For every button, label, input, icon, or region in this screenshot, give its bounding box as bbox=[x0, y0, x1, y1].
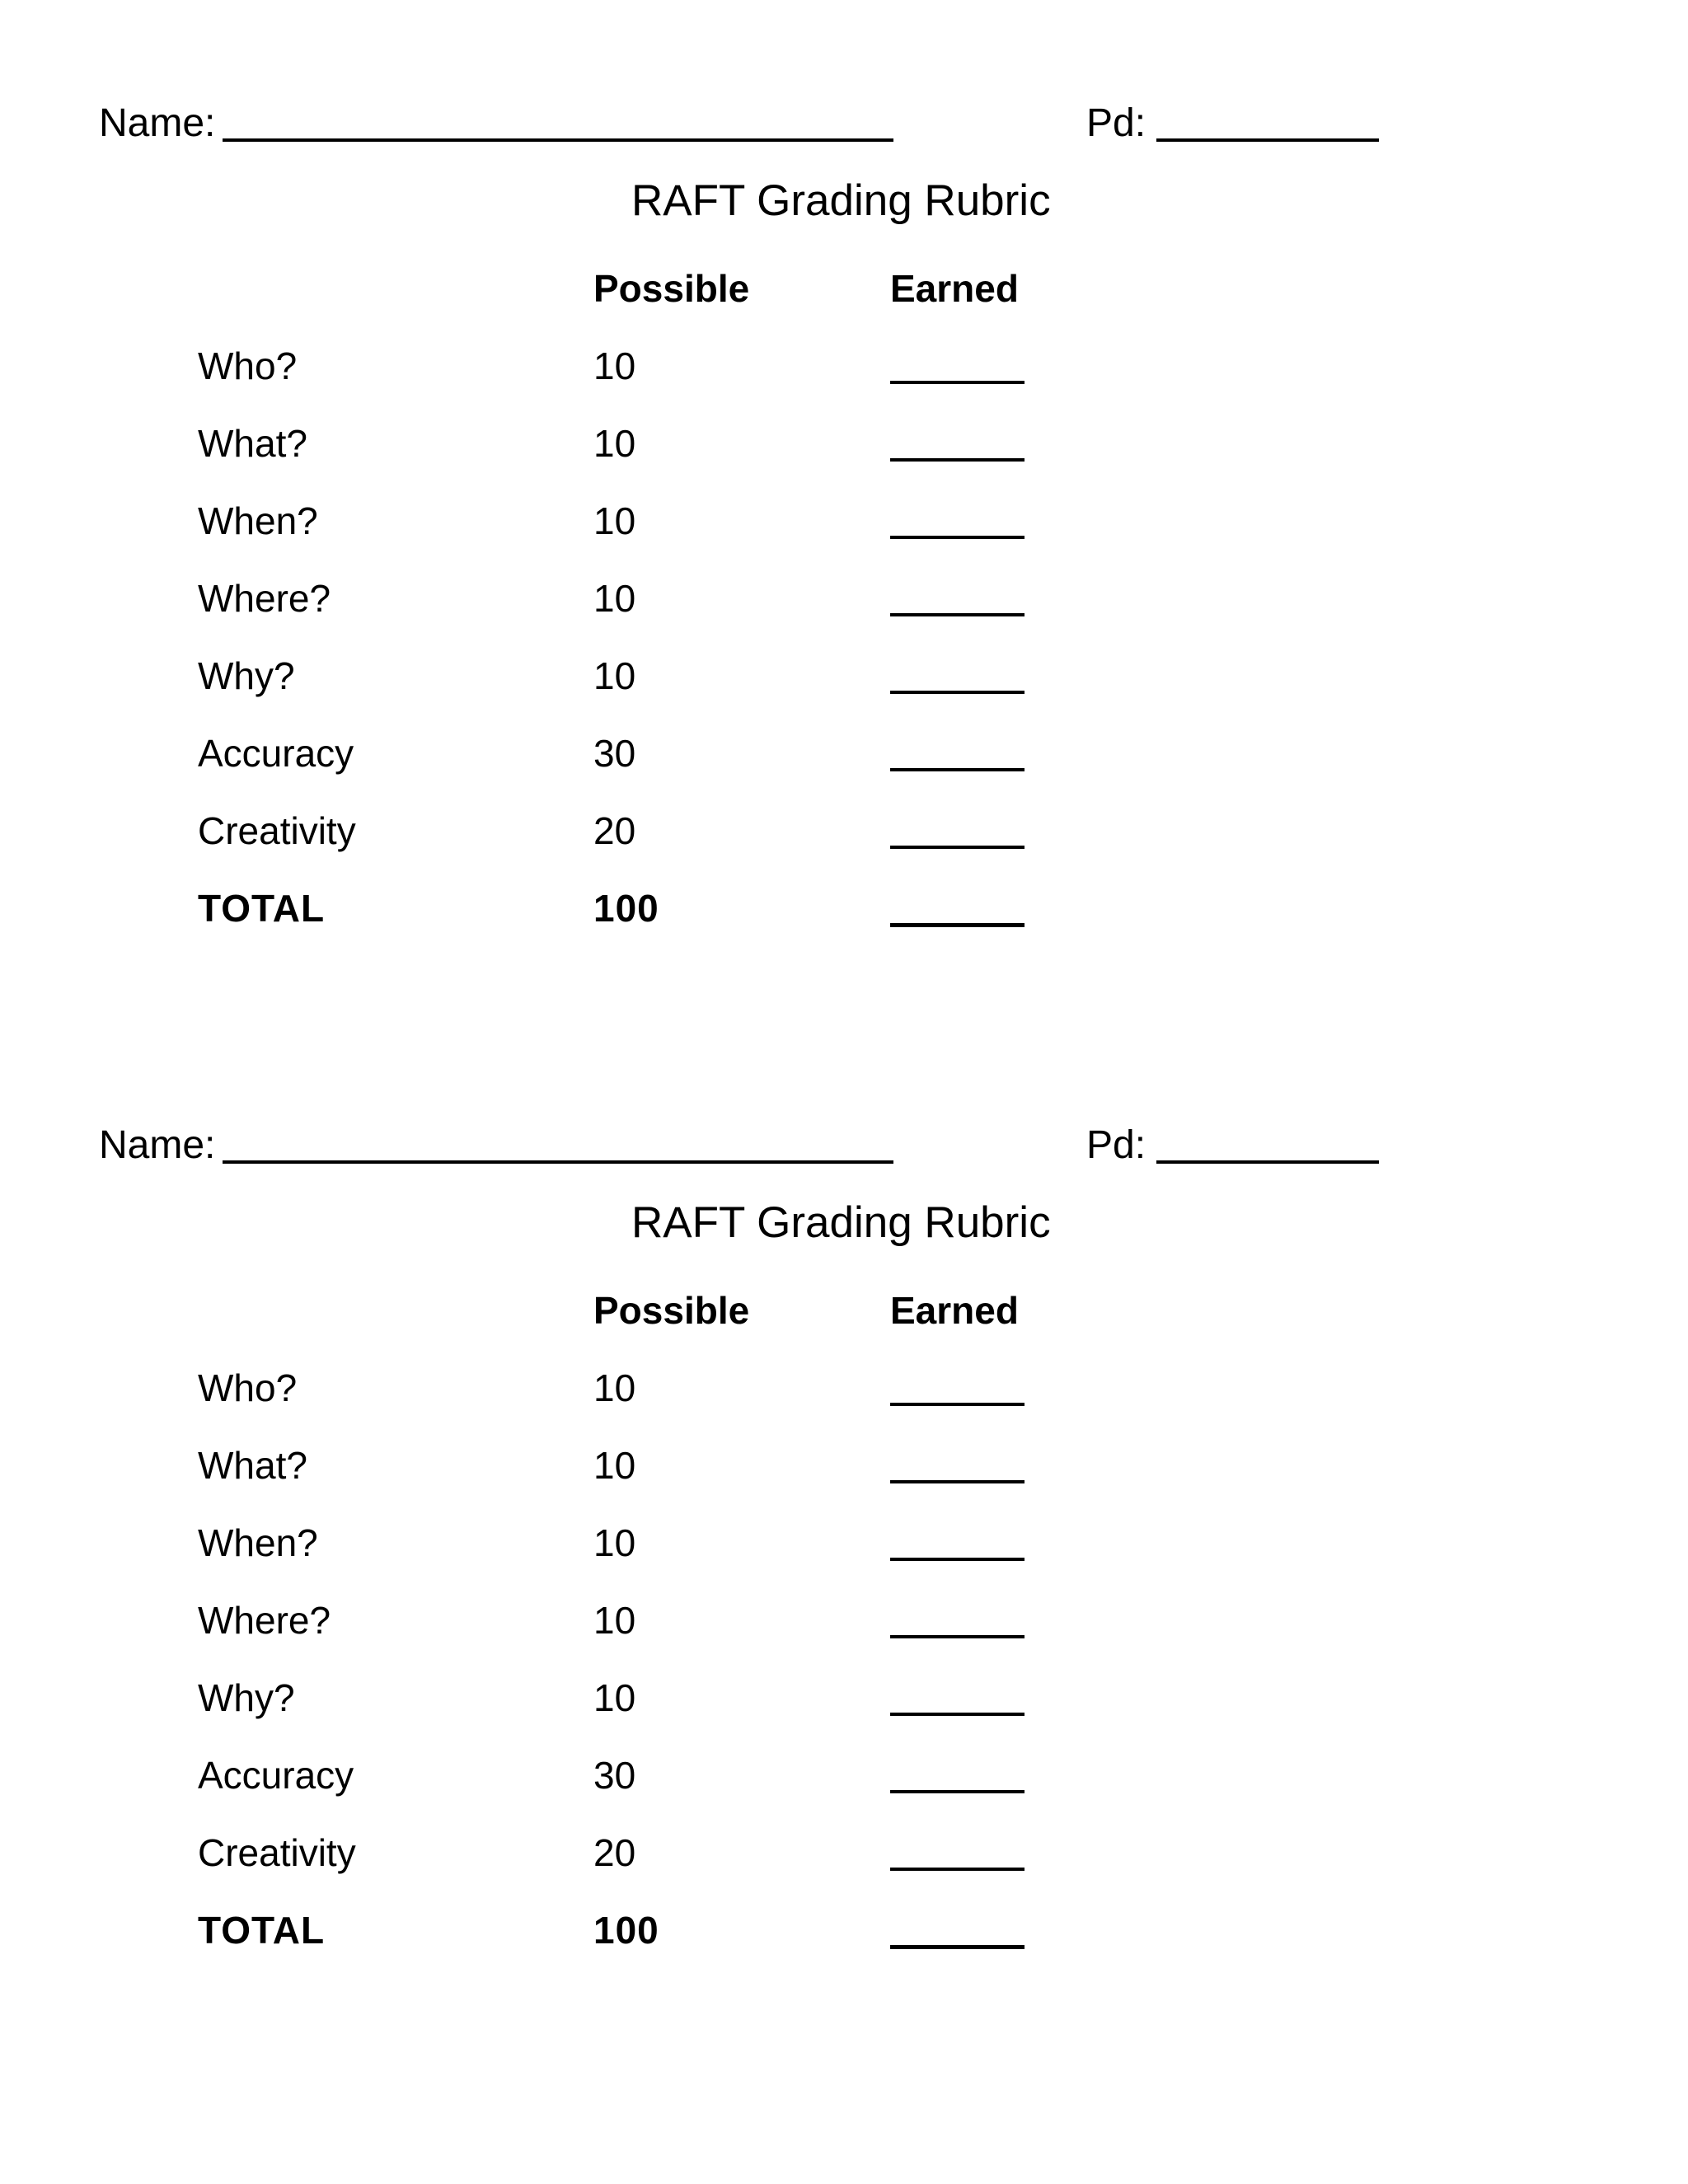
criterion-label: What? bbox=[198, 422, 307, 465]
rubric-row bbox=[0, 1826, 1688, 1879]
earned-points-blank[interactable] bbox=[890, 1403, 1025, 1406]
total-label: TOTAL bbox=[198, 1909, 326, 1952]
earned-points-blank[interactable] bbox=[890, 846, 1025, 849]
earned-points-blank[interactable] bbox=[890, 613, 1025, 616]
criterion-label: When? bbox=[198, 1521, 318, 1564]
earned-points-blank[interactable] bbox=[890, 1635, 1025, 1638]
total-row bbox=[0, 1904, 1688, 1957]
criterion-label: Creativity bbox=[198, 1831, 356, 1874]
total-possible-points: 100 bbox=[593, 1909, 659, 1952]
rubric-row bbox=[0, 494, 1688, 547]
rubric-row bbox=[0, 1749, 1688, 1802]
possible-points: 10 bbox=[593, 1444, 636, 1487]
earned-points-blank[interactable] bbox=[890, 1480, 1025, 1483]
possible-column-header: Possible bbox=[593, 267, 750, 310]
earned-column-header: Earned bbox=[890, 267, 1019, 310]
criterion-label: When? bbox=[198, 499, 318, 542]
criterion-label: What? bbox=[198, 1444, 307, 1487]
earned-points-blank[interactable] bbox=[890, 1713, 1025, 1716]
rubric-row bbox=[0, 1361, 1688, 1414]
possible-points: 10 bbox=[593, 1599, 636, 1642]
period-field-line[interactable] bbox=[1156, 1160, 1379, 1164]
total-label: TOTAL bbox=[198, 887, 326, 930]
name-field-line[interactable] bbox=[223, 138, 893, 142]
possible-points: 10 bbox=[593, 344, 636, 387]
criterion-label: Accuracy bbox=[198, 732, 354, 775]
criterion-label: Who? bbox=[198, 344, 298, 387]
rubric-row bbox=[0, 1671, 1688, 1724]
possible-points: 10 bbox=[593, 499, 636, 542]
criterion-label: Who? bbox=[198, 1366, 298, 1409]
name-label: Name: bbox=[99, 101, 216, 145]
total-earned-blank[interactable] bbox=[890, 923, 1025, 927]
possible-points: 20 bbox=[593, 1831, 636, 1874]
earned-points-blank[interactable] bbox=[890, 381, 1025, 384]
earned-points-blank[interactable] bbox=[890, 1790, 1025, 1793]
period-label: Pd: bbox=[1086, 1123, 1146, 1167]
name-label: Name: bbox=[99, 1123, 216, 1167]
earned-points-blank[interactable] bbox=[890, 536, 1025, 539]
rubric-form bbox=[0, 1022, 1688, 2011]
rubric-row bbox=[0, 1439, 1688, 1492]
earned-column-header: Earned bbox=[890, 1289, 1019, 1332]
possible-points: 10 bbox=[593, 1366, 636, 1409]
earned-points-blank[interactable] bbox=[890, 768, 1025, 771]
criterion-label: Why? bbox=[198, 1676, 295, 1719]
rubric-row bbox=[0, 804, 1688, 857]
rubric-row bbox=[0, 727, 1688, 780]
possible-points: 10 bbox=[593, 1521, 636, 1564]
rubric-form bbox=[0, 0, 1688, 989]
rubric-row bbox=[0, 417, 1688, 470]
rubric-row bbox=[0, 1594, 1688, 1647]
possible-points: 10 bbox=[593, 422, 636, 465]
total-possible-points: 100 bbox=[593, 887, 659, 930]
possible-points: 10 bbox=[593, 1676, 636, 1719]
name-field-line[interactable] bbox=[223, 1160, 893, 1164]
criterion-label: Creativity bbox=[198, 809, 356, 852]
earned-points-blank[interactable] bbox=[890, 691, 1025, 694]
total-earned-blank[interactable] bbox=[890, 1945, 1025, 1949]
period-field-line[interactable] bbox=[1156, 138, 1379, 142]
earned-points-blank[interactable] bbox=[890, 458, 1025, 462]
possible-points: 10 bbox=[593, 654, 636, 697]
earned-points-blank[interactable] bbox=[890, 1558, 1025, 1561]
possible-points: 30 bbox=[593, 1754, 636, 1797]
rubric-row bbox=[0, 649, 1688, 702]
criterion-label: Where? bbox=[198, 1599, 331, 1642]
possible-points: 20 bbox=[593, 809, 636, 852]
possible-points: 30 bbox=[593, 732, 636, 775]
rubric-title: RAFT Grading Rubric bbox=[631, 176, 1051, 225]
period-label: Pd: bbox=[1086, 101, 1146, 145]
criterion-label: Why? bbox=[198, 654, 295, 697]
rubric-title: RAFT Grading Rubric bbox=[631, 1198, 1051, 1247]
rubric-row bbox=[0, 340, 1688, 392]
possible-column-header: Possible bbox=[593, 1289, 750, 1332]
earned-points-blank[interactable] bbox=[890, 1868, 1025, 1871]
total-row bbox=[0, 882, 1688, 935]
criterion-label: Accuracy bbox=[198, 1754, 354, 1797]
criterion-label: Where? bbox=[198, 577, 331, 620]
rubric-row bbox=[0, 1516, 1688, 1569]
possible-points: 10 bbox=[593, 577, 636, 620]
rubric-row bbox=[0, 572, 1688, 625]
